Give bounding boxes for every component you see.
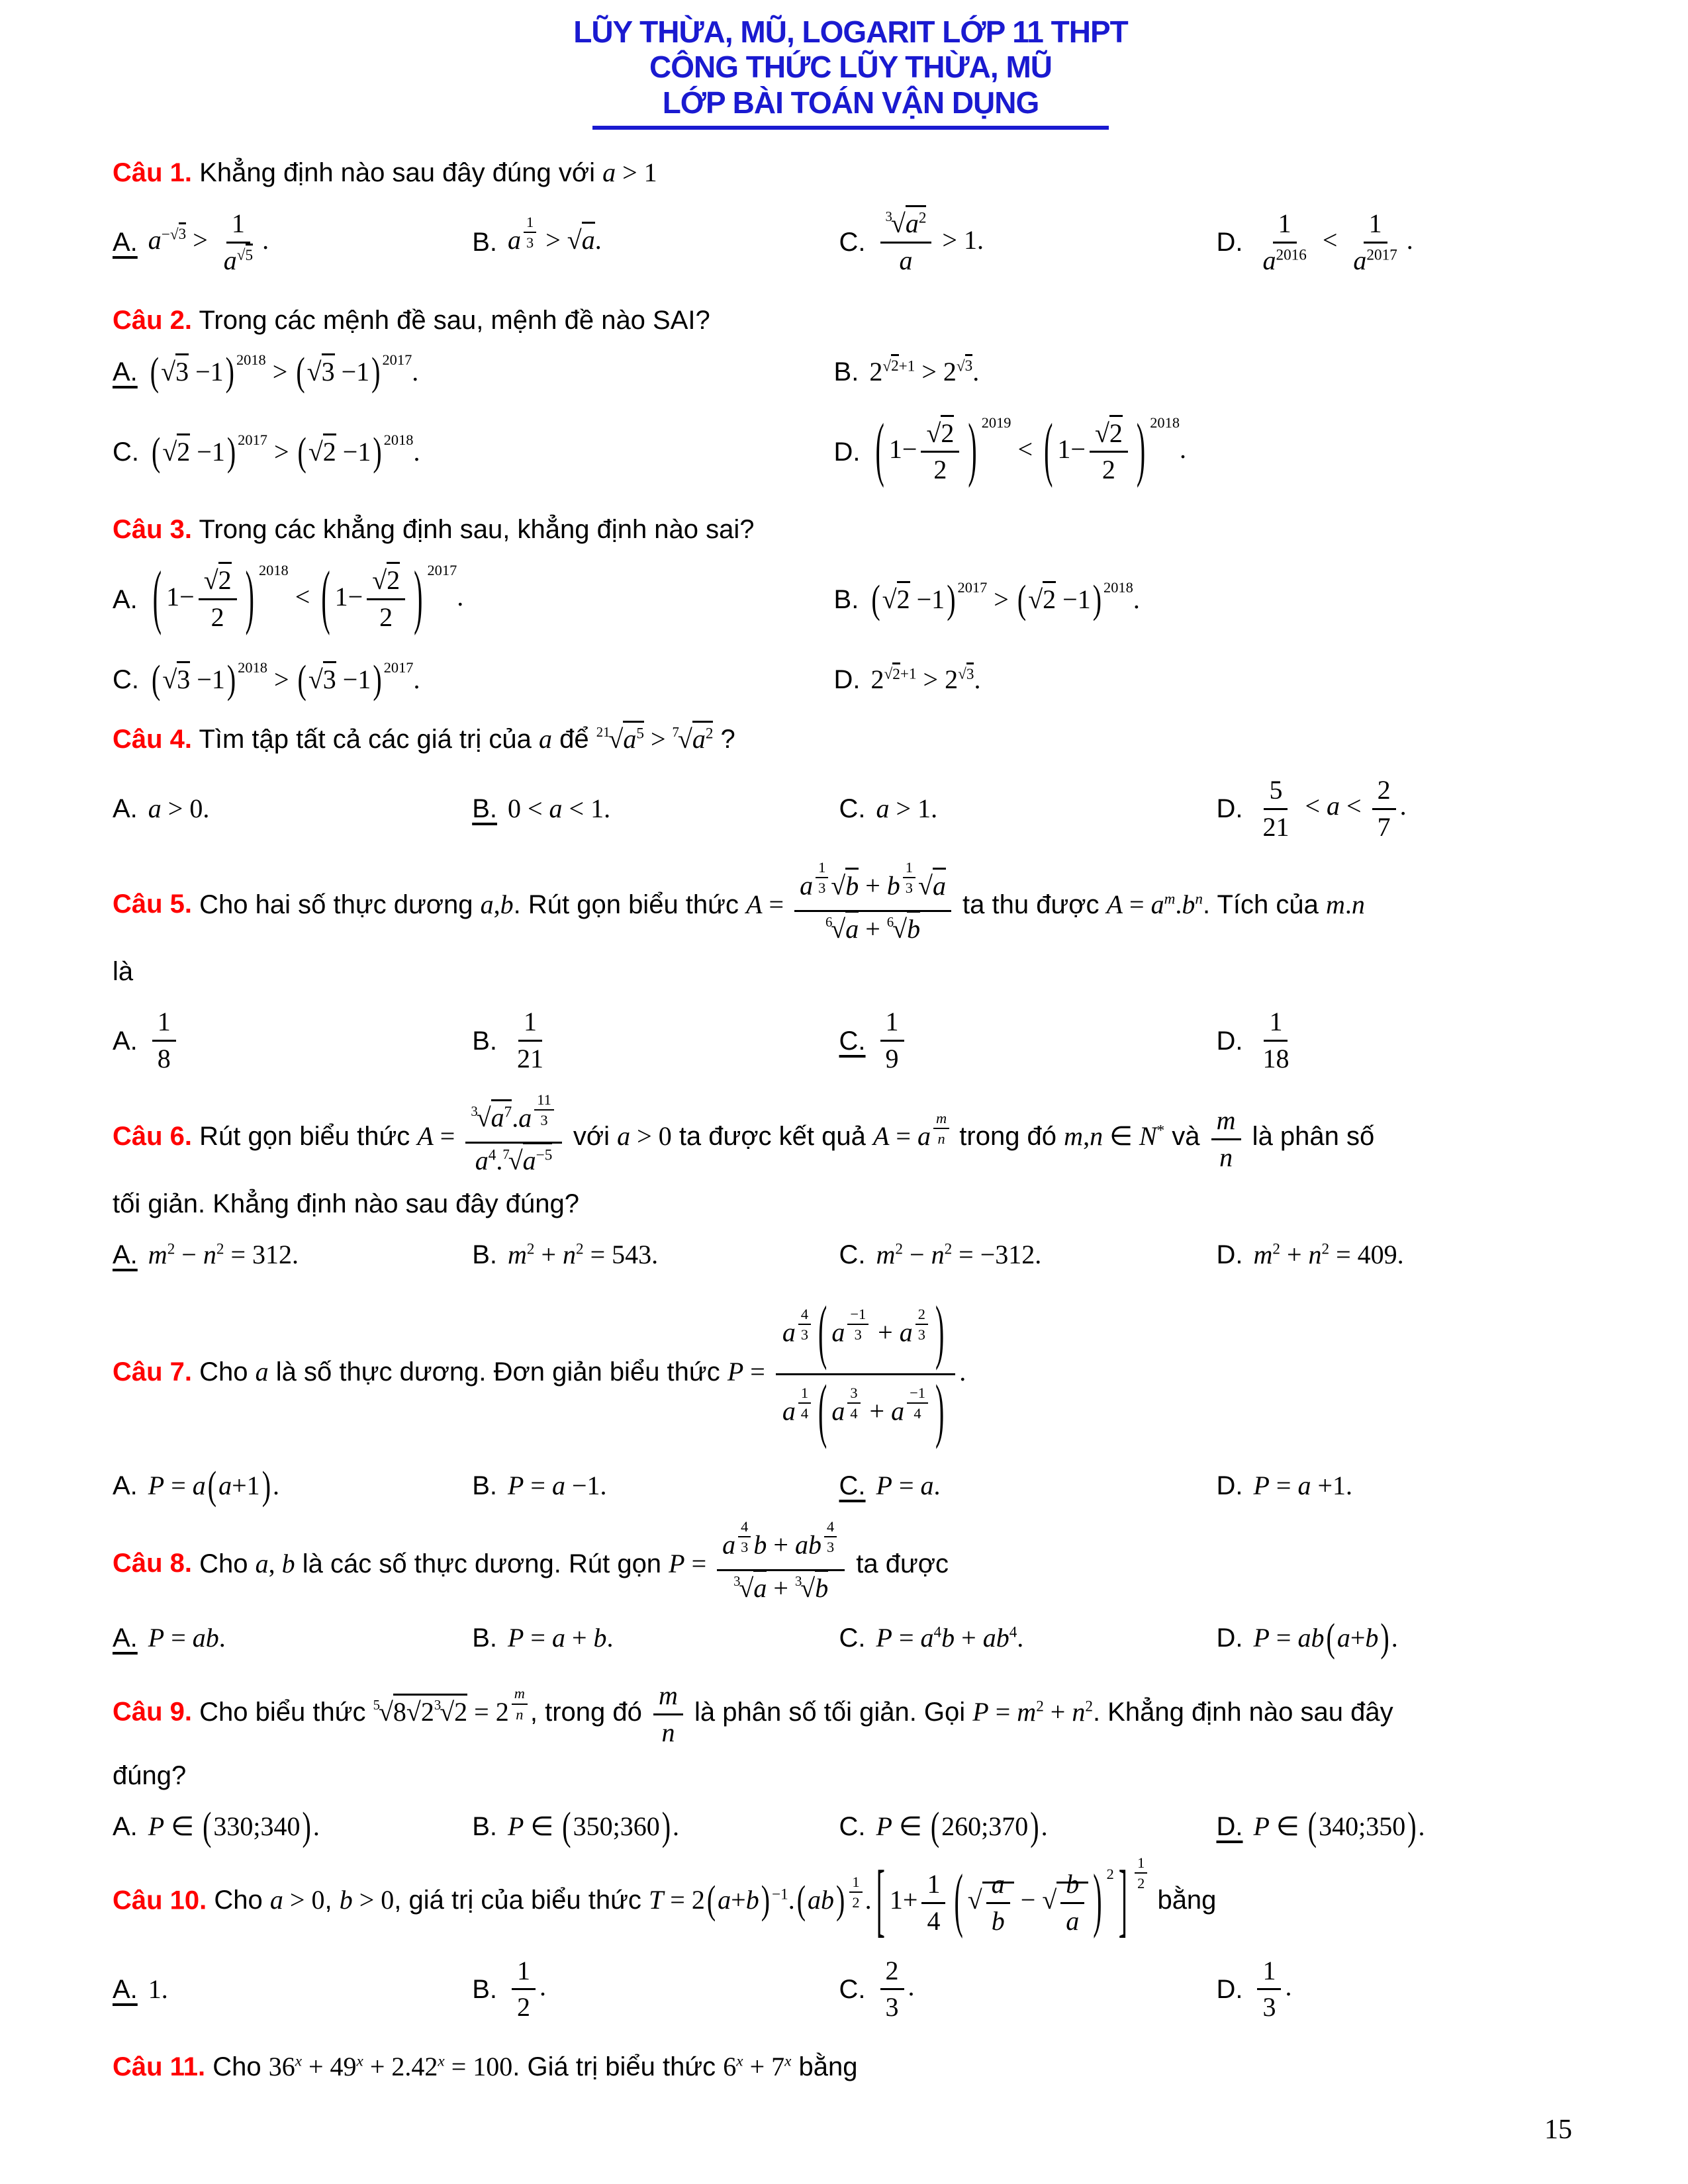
option-key: D. — [1216, 1974, 1243, 2004]
option-key: D. — [1216, 1240, 1243, 1270]
option-B — [472, 792, 833, 825]
options-row — [113, 1955, 1589, 2025]
option-key: A. — [113, 1026, 138, 1056]
option-D — [1216, 1955, 1604, 2025]
option-value: P ∈ (350;360). — [507, 1803, 680, 1848]
option-D — [1216, 774, 1604, 844]
question-9 — [113, 1680, 1589, 1848]
option-value: P = a(a+1). — [148, 1463, 280, 1508]
option-value: $\frac{1}{2}$ . — [508, 1955, 546, 2025]
option-key-correct: A. — [113, 357, 138, 387]
option-B — [472, 1238, 833, 1271]
option-A — [113, 555, 829, 637]
question-label: Câu 8. — [113, 1549, 193, 1578]
option-D — [1216, 1615, 1604, 1661]
question-stem — [113, 2049, 1589, 2085]
question-label: Câu 4. — [113, 724, 193, 754]
question-label: Câu 6. — [113, 1122, 193, 1152]
option-C — [839, 1955, 1211, 2025]
option-A — [113, 1803, 467, 1848]
question-stem — [113, 1853, 1589, 1946]
option-value: $\frac{1}{18}$ — [1262, 1007, 1289, 1074]
question-text: Cho $36^x + 49^x + 2.42^x = 100$. Giá trị biểu thức $6^x + 7^x$ bằng — [205, 2052, 858, 2082]
option-key-correct: A. — [113, 1974, 138, 2004]
option-value: a > 1. — [876, 794, 938, 824]
question-5 — [113, 859, 1589, 1075]
option-value: $\frac{1}{3}$ . — [1253, 1955, 1291, 2025]
question-text-continuation: là — [113, 957, 134, 987]
question-text: Cho a là số thực dương. Đơn giản biểu thức P = a $\frac{4}{3}$ ( a $\frac{-1}{3}$ + a $\frac{2}{3}$ ) a $\frac{1}{4}$ ( a $\frac{3}{4}$ + a $\frac{-1}{4}$ ) . — [192, 1291, 966, 1451]
question-7 — [113, 1291, 1589, 1508]
option-value: P = ab. — [148, 1623, 226, 1653]
question-8 — [113, 1518, 1589, 1661]
option-key: D. — [1216, 1026, 1243, 1056]
options-row — [113, 208, 1589, 277]
option-D — [1216, 208, 1604, 277]
option-key: C. — [839, 1623, 866, 1653]
option-A — [113, 1621, 467, 1655]
option-value: 0 < a < 1. — [507, 794, 611, 824]
question-stem — [113, 1291, 1589, 1452]
questions-list — [113, 155, 1589, 2085]
option-value: $2^{√2+1} > 2^{√3}$. — [871, 663, 981, 696]
option-value: $\frac{1}{a^{2016}}$ < $\frac{1}{a^{2017}}$ . — [1262, 208, 1413, 275]
question-text: Khẳng định nào sau đây đúng với a > 1 — [192, 158, 657, 188]
question-label: Câu 2. — [113, 305, 193, 335]
option-C — [839, 1006, 1211, 1075]
option-value: $m^2 + n^2 = 543$. — [507, 1240, 659, 1270]
question-stem — [113, 1680, 1589, 1749]
option-C — [839, 792, 1211, 825]
option-key: C. — [113, 437, 139, 467]
option-key: B. — [472, 1811, 497, 1841]
option-value: 1. — [148, 1974, 168, 2004]
option-value: $m^2 - n^2 = 312$. — [148, 1240, 299, 1270]
option-key: B. — [833, 357, 859, 387]
question-stem — [113, 302, 1589, 338]
option-value: $\frac{5}{21}$ < a < $\frac{2}{7}$ . — [1262, 774, 1407, 842]
option-key: C. — [839, 228, 866, 257]
question-text: Cho a > 0, b > 0, giá trị của biểu thức T = 2(a+b) $^{-1}$.(ab) $\frac{1}{2}$ . [ 1+ $\frac{1}{4}$ ( √ $\frac{a}{b}$ − √ $\frac{b}{a}$ ) 2 ] $\frac{1}{2}$ bằng — [207, 1853, 1217, 1946]
option-value: $a^{-√3}$ > $\frac{1}{a^{√5}}$ . — [148, 208, 269, 275]
option-key-correct: A. — [113, 1240, 138, 1270]
option-value: P = a. — [876, 1471, 941, 1501]
option-B — [472, 1803, 833, 1848]
option-key: C. — [839, 1811, 866, 1841]
option-key: C. — [839, 1974, 866, 2004]
header-title-line1: LŨY THỪA, MŨ, LOGARIT LỚP 11 THPT — [573, 15, 1128, 49]
option-D — [1216, 1006, 1604, 1075]
options-row — [113, 1006, 1589, 1075]
option-value: $\frac{1}{9}$ — [876, 1006, 908, 1075]
option-A — [113, 1973, 467, 2006]
question-stem — [113, 721, 1589, 757]
option-key: D. — [1216, 794, 1243, 824]
option-D — [1216, 1803, 1604, 1848]
options-row — [113, 774, 1589, 844]
question-text: Cho hai số thực dương a,b. Rút gọn biểu thức A = a $\frac{1}{3}$ √b + b $\frac{1}{3}$ √a $^6$√a + $^6$√b ta thu được $A = a^m.b^n$. Tích của m.n — [192, 859, 1365, 944]
option-B — [472, 1621, 833, 1655]
question-label: Câu 3. — [113, 515, 193, 545]
question-3 — [113, 512, 1589, 702]
options-row — [113, 555, 1589, 702]
option-key: C. — [113, 664, 139, 694]
option-D — [1216, 1238, 1604, 1271]
option-key: C. — [839, 794, 866, 824]
header-title-line2: CÔNG THỨC LŨY THỪA, MŨ — [649, 50, 1052, 85]
option-A — [113, 1463, 467, 1508]
option-value: ( 1− $\frac{√2}{2}$ ) 2018 < ( 1− $\frac{√2}{2}$ ) 2017. — [152, 555, 464, 637]
question-label: Câu 1. — [113, 158, 193, 188]
option-key-correct: A. — [113, 1623, 138, 1653]
question-text: Cho a, b là các số thực dương. Rút gọn P = a $\frac{4}{3}$ b + ab $\frac{4}{3}$ $^3$√a + $^3$√b ta được — [192, 1518, 949, 1603]
option-value: P = ab(a+b). — [1253, 1615, 1398, 1661]
question-stem — [113, 859, 1589, 945]
option-key-correct: D. — [1216, 1811, 1243, 1841]
option-value: (√2 −1) 2017 > (√2 −1) 2018. — [871, 576, 1140, 621]
option-B — [833, 576, 1594, 621]
option-C — [839, 1621, 1211, 1655]
question-text-continuation: đúng? — [113, 1760, 187, 1790]
option-key: A. — [113, 1811, 138, 1841]
option-value: P = a + b. — [507, 1623, 614, 1653]
option-key: B. — [472, 1623, 497, 1653]
question-stem — [113, 1091, 1589, 1177]
option-C — [113, 657, 829, 702]
question-4 — [113, 721, 1589, 844]
option-key: D. — [833, 437, 861, 467]
option-key: D. — [1216, 228, 1243, 257]
options-row — [113, 349, 1589, 489]
option-value: P ∈ (260;370). — [876, 1803, 1048, 1848]
option-value: P = a −1. — [507, 1471, 607, 1501]
question-label: Câu 7. — [113, 1357, 193, 1387]
option-value: a > 0. — [148, 794, 210, 824]
question-text: Cho biểu thức $^5√8√2^3√2 = 2$ $\frac{m}{n}$ , trong đó $\frac{m}{n}$ là phân số tối giản. Gọi $P = m^2 + n^2$. Khẳng định nào sau đây — [192, 1680, 1393, 1748]
option-value: P = a +1. — [1253, 1471, 1353, 1501]
page-number: 15 — [1544, 2115, 1572, 2145]
option-value: $\frac{1}{21}$ — [516, 1007, 543, 1074]
option-A — [113, 1006, 467, 1075]
question-text: Trong các mệnh đề sau, mệnh đề nào SAI? — [192, 305, 710, 335]
option-key: C. — [839, 1240, 866, 1270]
option-value: (√3 −1) 2018 > (√3 −1) 2017. — [152, 657, 420, 702]
option-value: (√3 −1) 2018 > (√3 −1) 2017. — [150, 349, 419, 394]
option-C — [839, 208, 1211, 277]
option-key: B. — [472, 1026, 497, 1056]
question-2 — [113, 302, 1589, 487]
question-text-continuation: tối giản. Khẳng định nào sau đây đúng? — [113, 1189, 580, 1219]
options-row — [113, 1238, 1589, 1271]
option-key: A. — [113, 1471, 138, 1501]
option-key-correct: C. — [839, 1471, 866, 1501]
option-key: D. — [1216, 1623, 1243, 1653]
option-B — [472, 213, 833, 261]
option-key: A. — [113, 584, 138, 614]
header-title-line3: LỚP BÀI TOÁN VẬN DỤNG — [662, 85, 1039, 120]
option-value: (√2 −1) 2017 > (√2 −1) 2018. — [152, 429, 420, 474]
option-value: $m^2 - n^2 = -312$. — [876, 1240, 1042, 1270]
option-value: $\frac{2}{3}$ . — [876, 1955, 915, 2025]
option-C — [113, 429, 829, 474]
question-label: Câu 5. — [113, 889, 193, 919]
option-key: B. — [833, 584, 859, 614]
options-row — [113, 1803, 1589, 1848]
worksheet-header — [113, 15, 1589, 130]
question-1 — [113, 155, 1589, 277]
option-A — [113, 208, 467, 277]
option-A — [113, 349, 829, 394]
option-key-correct: B. — [472, 794, 497, 824]
question-stem — [113, 512, 1589, 547]
question-10 — [113, 1853, 1589, 2024]
option-B — [472, 1006, 833, 1075]
option-C — [839, 1469, 1211, 1502]
header-underline — [592, 126, 1109, 130]
question-text: Tìm tập tất cả các giá trị của a để $^{21}√a^5 > ^7√a^2$ ? — [192, 725, 735, 754]
question-stem — [113, 1518, 1589, 1604]
option-value: ( 1− $\frac{√2}{2}$ ) 2019 < ( 1− $\frac{√2}{2}$ ) 2018. — [875, 408, 1187, 489]
question-label: Câu 9. — [113, 1697, 193, 1727]
option-D — [1216, 1469, 1604, 1502]
option-D — [833, 408, 1594, 489]
question-text: Rút gọn biểu thức A = $^3√a^7.a$ $\frac{11}{3}$ $a^4.^7√a^{-5}$ với a > 0 ta được kết quả A = a $\frac{m}{n}$ trong đó m,n ∈ N* và $\frac{m}{n}$ là phân số — [192, 1091, 1375, 1176]
option-key: B. — [472, 1974, 497, 2004]
option-value: a $\frac{1}{3}$ > √a. — [507, 213, 602, 255]
option-key: A. — [113, 794, 138, 824]
option-key: B. — [472, 1471, 497, 1501]
option-key: D. — [833, 664, 861, 694]
option-value: P ∈ (330;340). — [148, 1803, 320, 1848]
question-label: Câu 10. — [113, 1886, 207, 1915]
option-A — [113, 1238, 467, 1271]
option-B — [472, 1955, 833, 2025]
option-key-correct: C. — [839, 1026, 866, 1056]
options-row — [113, 1615, 1589, 1661]
option-value: $P = a^4b + ab^4$. — [876, 1623, 1024, 1653]
option-value: $\frac{^3√a^2}{a}$ > 1. — [876, 208, 984, 277]
option-B — [472, 1469, 833, 1502]
question-text: Trong các khẳng định sau, khẳng định nào sai? — [192, 515, 755, 545]
option-key: D. — [1216, 1471, 1243, 1501]
option-B — [834, 355, 1594, 388]
option-value: P ∈ (340;350). — [1253, 1803, 1425, 1848]
option-key-correct: A. — [113, 228, 138, 257]
option-C — [839, 1238, 1211, 1271]
option-D — [834, 663, 1594, 696]
question-6 — [113, 1091, 1589, 1271]
option-A — [113, 792, 467, 825]
option-C — [839, 1803, 1211, 1848]
option-value: $\frac{1}{8}$ — [148, 1006, 180, 1075]
question-stem — [113, 155, 1589, 191]
option-key: B. — [472, 1240, 497, 1270]
option-value: $m^2 + n^2 = 409$. — [1253, 1240, 1404, 1270]
option-value: $2^{√2+1} > 2^{√3}$. — [869, 355, 979, 388]
option-key: B. — [472, 228, 497, 257]
question-11 — [113, 2049, 1589, 2085]
options-row — [113, 1463, 1589, 1508]
question-label: Câu 11. — [113, 2052, 206, 2082]
